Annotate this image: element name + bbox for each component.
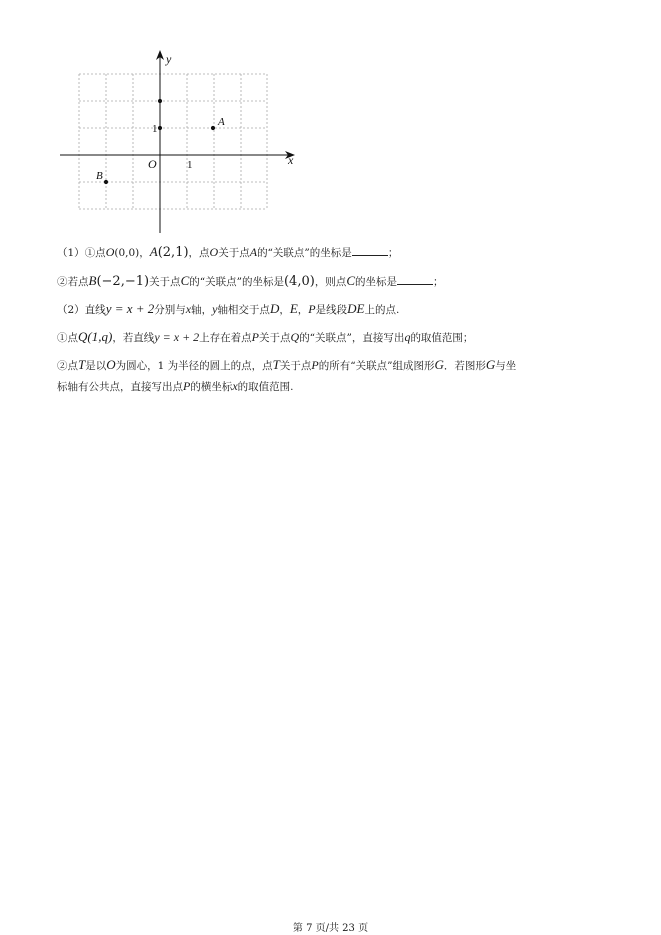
point-b-label: B — [96, 170, 103, 182]
point-b — [104, 180, 108, 184]
question-1-part-1: （1）①点O(0,0)，A(2,1)，点O关于点A的“关联点”的坐标是 ； — [57, 244, 399, 260]
point-y1 — [158, 126, 162, 130]
x-axis-label: x — [288, 153, 294, 167]
question-2-part-1: ①点Q(1,q)，若直线y = x + 2上存在着点P关于点Q的“关联点”，直接写出q的取值范围； — [57, 329, 474, 344]
coordinate-figure — [55, 45, 305, 237]
page-footer: 第 7 页/共 23 页 — [292, 923, 369, 934]
question-2-intro: （2）直线y = x + 2分别与x轴，y轴相交于点D，E，P是线段DE上的点. — [57, 301, 400, 316]
part-number: （1） — [57, 247, 85, 259]
question-2-part-2: ②点T是以O为圆心，1 为半径的圆上的点，点T关于点P的所有“关联点”组成图形G．若图形G与坐 — [57, 357, 517, 372]
point-y2 — [158, 99, 162, 103]
grid — [79, 74, 267, 209]
question-1-part-2: ②若点B(−2,−1)关于点C的“关联点”的坐标是(4,0)，则点C的坐标是 ； — [57, 273, 444, 289]
point-a — [211, 126, 215, 130]
y-tick-label: 1 — [152, 123, 158, 135]
answer-blank — [397, 273, 433, 285]
point-a-label: A — [218, 116, 225, 128]
answer-blank — [352, 244, 388, 256]
question-2-part-2-continued: 标轴有公共点，直接写出点P的横坐标x的取值范围. — [57, 379, 294, 393]
origin-label: O — [148, 157, 157, 171]
y-axis-label: y — [166, 52, 172, 66]
part-number: （2） — [57, 304, 85, 316]
x-tick-label: 1 — [187, 159, 193, 171]
